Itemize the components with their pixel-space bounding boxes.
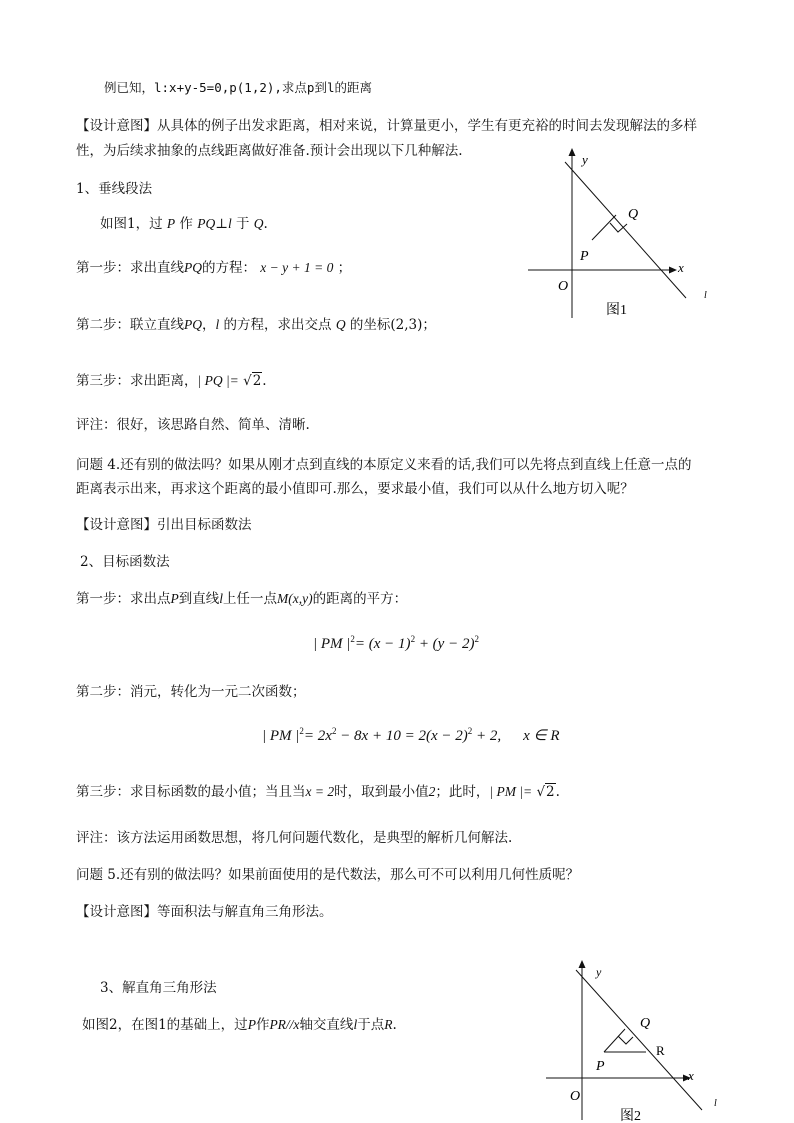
design-intent-2: 【设计意图】引出目标函数法: [76, 517, 252, 533]
design-intent-1-line1: 【设计意图】从具体的例子出发求距离，相对来说，计算量更小，学生有更充裕的时间去发现解法的多样: [76, 118, 697, 134]
fig1-label-y: y: [582, 152, 588, 167]
method2-step1: 第一步：求出点P到直线l上任一点M(x,y)的距离的平方：: [76, 591, 408, 607]
figure-2: [540, 960, 755, 1123]
question5: 问题 5.还有别的做法吗？如果前面使用的是代数法，那么可不可以利用几何性质呢？: [76, 867, 580, 883]
question4-line2: 距离表示出来，再求这个距离的最小值即可.那么，要求最小值，我们可以从什么地方切入呢？: [76, 481, 634, 497]
fig1-right-angle: [610, 223, 627, 232]
fig1-label-q: Q: [628, 207, 639, 222]
method1-step3: 第三步：求出距离，| PQ |= √2.: [76, 373, 267, 389]
equation-pm-squared-2: | PM $|^2= 2x^2 - 8x + 10 = 2(x - 2)^2 + 2$, x ∈ R: [262, 726, 560, 744]
fig1-segment-pq: [592, 215, 616, 240]
fig1-line-l: [565, 162, 686, 298]
method1-step2: 第二步：联立直线PQ，l 的方程，求出交点 Q 的坐标(2,3)；: [76, 317, 436, 333]
equation-pm-squared-1: | PM $|^2= (x - 1)^2 + (y - 2)^2$: [313, 634, 479, 652]
fig2-label-l: l: [714, 1098, 717, 1109]
fig2-caption: 图2: [620, 1109, 641, 1123]
method2-step3: 第三步：求目标函数的最小值；当且当x = 2时，取到最小值2；此时，| PM |= √2.: [76, 784, 560, 800]
fig2-label-q: Q: [640, 1016, 651, 1031]
fig2-label-p: P: [596, 1059, 605, 1074]
fig1-label-x: x: [678, 260, 684, 275]
fig1-label-p: P: [580, 249, 589, 264]
fig2-y-arrow-icon: [579, 960, 586, 968]
fig2-line-l: [576, 970, 702, 1110]
comment1: 评注：很好，该思路自然、简单、清晰.: [76, 417, 310, 433]
method1-title: 1、垂线段法: [76, 181, 153, 197]
fig2-label-y: y: [596, 965, 602, 979]
fig1-caption: 图1: [606, 303, 627, 318]
comment2: 评注：该方法运用函数思想，将几何问题代数化，是典型的解析几何解法.: [76, 830, 513, 846]
fig2-right-angle: [618, 1036, 633, 1044]
fig1-x-arrow-icon: [669, 267, 677, 274]
method3-title: 3、解直角三角形法: [100, 980, 217, 996]
design-intent-1-line2: 性，为后续求抽象的点线距离做好准备.预计会出现以下几种解法.: [76, 143, 463, 159]
method2-step2: 第二步：消元，转化为一元二次函数；: [76, 684, 306, 700]
example-statement: 例已知，l:x+y-5=0,p(1,2),求点p到l的距离: [104, 80, 372, 95]
method1-para: 如图1，过 P 作 PQ⊥l 于 Q.: [100, 216, 268, 232]
method2-title: 2、目标函数法: [80, 554, 170, 570]
figure-1: [520, 148, 720, 323]
fig2-label-r: R: [656, 1043, 665, 1058]
fig2-label-x: x: [688, 1068, 694, 1083]
fig1-y-arrow-icon: [569, 148, 576, 156]
fig2-label-o: O: [570, 1089, 581, 1104]
design-intent-3: 【设计意图】等面积法与解直角三角形法。: [76, 904, 333, 920]
method3-para: 如图2，在图1的基础上，过P作PR//x轴交直线l于点R.: [82, 1017, 397, 1033]
question4-line1: 问题 4.还有别的做法吗？如果从刚才点到直线的本原定义来看的话,我们可以先将点到直线上任意一点的: [76, 457, 692, 473]
fig1-label-l: l: [704, 290, 707, 301]
fig1-label-o: O: [558, 279, 569, 294]
method1-step1: 第一步：求出直线PQ的方程： x − y + 1 = 0 ；: [76, 260, 352, 276]
